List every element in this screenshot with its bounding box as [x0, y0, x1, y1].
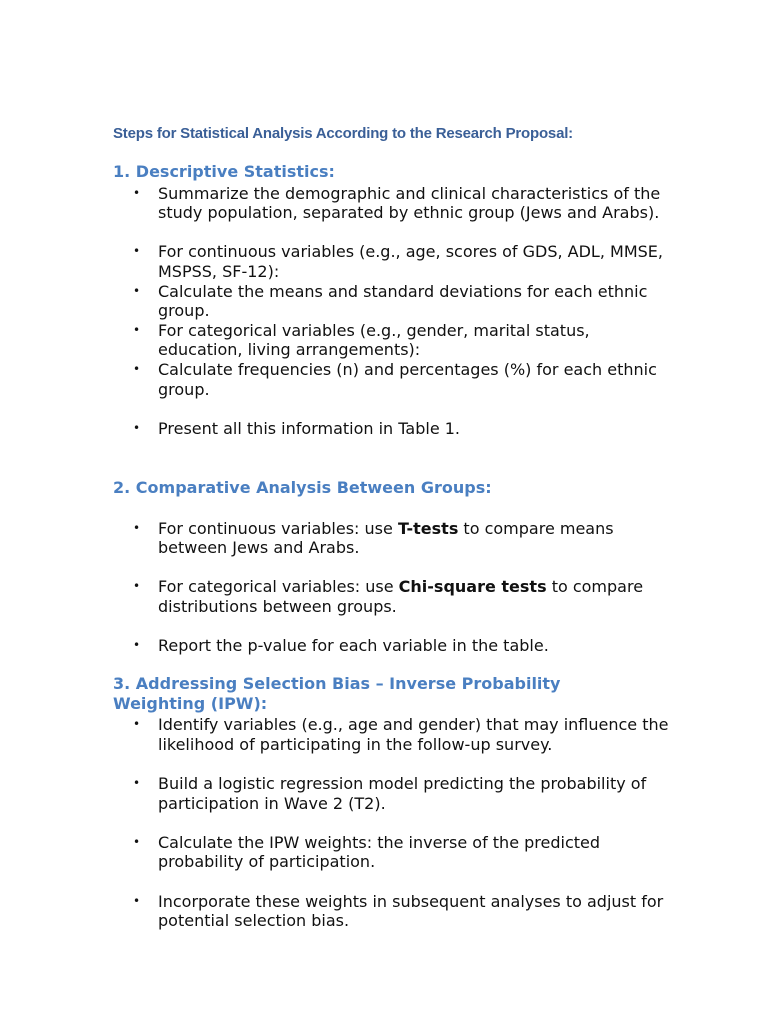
- bullet-icon: •: [133, 244, 141, 259]
- bullet-list: [113, 715, 673, 931]
- bullet-icon: •: [133, 361, 141, 376]
- bullet-icon: •: [133, 775, 141, 790]
- list-item: [113, 282, 673, 321]
- document-title: Steps for Statistical Analysis According to the Research Proposal:: [113, 125, 573, 142]
- emphasis: T-tests: [397, 518, 459, 538]
- list-item-text: For categorical variables (e.g., gender, marital status, education, living arrangements):: [158, 320, 590, 360]
- bullet-list: [113, 519, 673, 656]
- bullet-list: [113, 184, 673, 439]
- bullet-icon: •: [133, 834, 141, 849]
- list-item: [113, 833, 673, 872]
- list-item: [113, 774, 673, 813]
- list-item-text: Build a logistic regression model predicting the probability of participation in Wave 2 (T2).: [158, 773, 647, 813]
- section-heading: 3. Addressing Selection Bias – Inverse Probability Weighting (IPW):: [113, 674, 561, 713]
- section-descriptive-statistics: [113, 162, 673, 438]
- list-item-text: Summarize the demographic and clinical characteristics of the study population, separated by ethnic group (Jews and Arabs).: [158, 183, 661, 223]
- list-item-text: Calculate the IPW weights: the inverse of the predicted probability of participation.: [158, 832, 601, 872]
- bullet-icon: •: [133, 322, 141, 337]
- list-item: [113, 419, 673, 439]
- bullet-icon: •: [133, 283, 141, 298]
- list-item: [113, 184, 673, 223]
- bullet-icon: •: [133, 185, 141, 200]
- list-item: [113, 636, 673, 656]
- list-item-text: Report the p-value for each variable in the table.: [158, 636, 549, 656]
- list-item: [113, 321, 673, 360]
- section-selection-bias-ipw: [113, 674, 673, 931]
- section-comparative-analysis: [113, 478, 673, 656]
- list-item-text: Incorporate these weights in subsequent analyses to adjust for potential selection bias.: [158, 891, 664, 931]
- list-item: [113, 360, 673, 399]
- list-item-text: For categorical variables: use Chi-square tests to compare distributions between groups.: [158, 577, 644, 616]
- list-item-text: Calculate frequencies (n) and percentages (%) for each ethnic group.: [158, 359, 657, 399]
- emphasis: Chi-square tests: [398, 577, 547, 597]
- list-item: [113, 577, 673, 616]
- list-item-text: Present all this information in Table 1.: [158, 418, 461, 438]
- bullet-icon: •: [133, 420, 141, 435]
- list-item: [113, 892, 673, 931]
- bullet-icon: •: [133, 638, 141, 653]
- list-item-text: For continuous variables: use T-tests to compare means between Jews and Arabs.: [158, 518, 614, 558]
- list-item-text: Calculate the means and standard deviations for each ethnic group.: [158, 281, 648, 321]
- section-heading: 1. Descriptive Statistics:: [113, 162, 335, 181]
- section-heading: 2. Comparative Analysis Between Groups:: [113, 478, 492, 497]
- list-item-text: For continuous variables (e.g., age, scores of GDS, ADL, MMSE, MSPSS, SF-12):: [158, 242, 663, 281]
- bullet-icon: •: [133, 520, 141, 535]
- bullet-icon: •: [133, 579, 141, 594]
- list-item: [113, 715, 673, 754]
- bullet-icon: •: [133, 717, 141, 732]
- list-item: [113, 519, 673, 558]
- list-item: [113, 242, 673, 281]
- bullet-icon: •: [133, 893, 141, 908]
- list-item-text: Identify variables (e.g., age and gender) that may influence the likelihood of participating in the follow-up survey.: [158, 715, 669, 754]
